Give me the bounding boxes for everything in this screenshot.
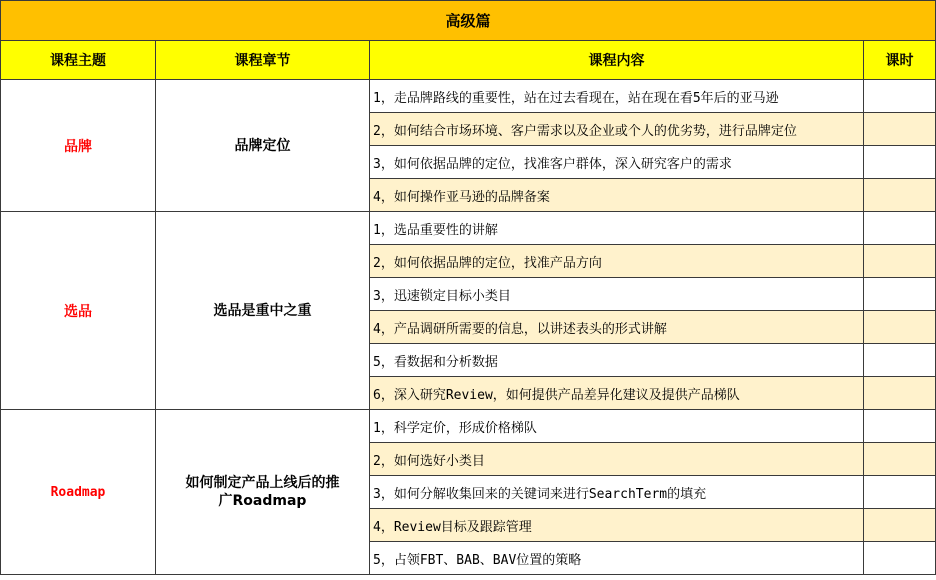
topic-cell-roadmap[interactable]: Roadmap xyxy=(1,410,156,575)
hours-cell[interactable] xyxy=(864,146,936,179)
hours-cell[interactable] xyxy=(864,80,936,113)
chapter-cell-roadmap[interactable]: 如何制定产品上线后的推广Roadmap xyxy=(156,410,370,575)
hours-cell[interactable] xyxy=(864,212,936,245)
table-row xyxy=(1,80,936,113)
hours-cell[interactable] xyxy=(864,509,936,542)
hours-cell[interactable] xyxy=(864,377,936,410)
hours-cell[interactable] xyxy=(864,245,936,278)
chapter-cell-selection[interactable]: 选品是重中之重 xyxy=(156,212,370,410)
hours-cell[interactable] xyxy=(864,476,936,509)
content-cell[interactable]: 1，科学定价，形成价格梯队 xyxy=(370,410,864,443)
header-row xyxy=(1,41,936,80)
content-cell[interactable]: 1，走品牌路线的重要性，站在过去看现在，站在现在看5年后的亚马逊 xyxy=(370,80,864,113)
hours-cell[interactable] xyxy=(864,179,936,212)
header-topic[interactable]: 课程主题 xyxy=(1,41,156,80)
content-cell[interactable]: 3，如何分解收集回来的关键词来进行SearchTerm的填充 xyxy=(370,476,864,509)
content-cell[interactable]: 4，Review目标及跟踪管理 xyxy=(370,509,864,542)
header-content[interactable]: 课程内容 xyxy=(370,41,864,80)
title-row xyxy=(1,1,936,41)
content-cell[interactable]: 2，如何依据品牌的定位，找准产品方向 xyxy=(370,245,864,278)
header-chapter[interactable]: 课程章节 xyxy=(156,41,370,80)
table-row xyxy=(1,410,936,443)
content-cell[interactable]: 4，产品调研所需要的信息，以讲述表头的形式讲解 xyxy=(370,311,864,344)
content-cell[interactable]: 1，选品重要性的讲解 xyxy=(370,212,864,245)
hours-cell[interactable] xyxy=(864,344,936,377)
header-hours[interactable]: 课时 xyxy=(864,41,936,80)
hours-cell[interactable] xyxy=(864,278,936,311)
content-cell[interactable]: 4，如何操作亚马逊的品牌备案 xyxy=(370,179,864,212)
content-cell[interactable]: 2，如何选好小类目 xyxy=(370,443,864,476)
content-cell[interactable]: 5，占领FBT、BAB、BAV位置的策略 xyxy=(370,542,864,575)
content-cell[interactable]: 2，如何结合市场环境、客户需求以及企业或个人的优劣势，进行品牌定位 xyxy=(370,113,864,146)
topic-cell-selection[interactable]: 选品 xyxy=(1,212,156,410)
table-row xyxy=(1,212,936,245)
hours-cell[interactable] xyxy=(864,113,936,146)
hours-cell[interactable] xyxy=(864,443,936,476)
sheet-title[interactable]: 高级篇 xyxy=(1,1,936,41)
content-cell[interactable]: 3，如何依据品牌的定位，找准客户群体，深入研究客户的需求 xyxy=(370,146,864,179)
content-cell[interactable]: 6，深入研究Review，如何提供产品差异化建议及提供产品梯队 xyxy=(370,377,864,410)
hours-cell[interactable] xyxy=(864,311,936,344)
hours-cell[interactable] xyxy=(864,410,936,443)
topic-cell-brand[interactable]: 品牌 xyxy=(1,80,156,212)
hours-cell[interactable] xyxy=(864,542,936,575)
chapter-cell-brand[interactable]: 品牌定位 xyxy=(156,80,370,212)
content-cell[interactable]: 3，迅速锁定目标小类目 xyxy=(370,278,864,311)
content-cell[interactable]: 5，看数据和分析数据 xyxy=(370,344,864,377)
